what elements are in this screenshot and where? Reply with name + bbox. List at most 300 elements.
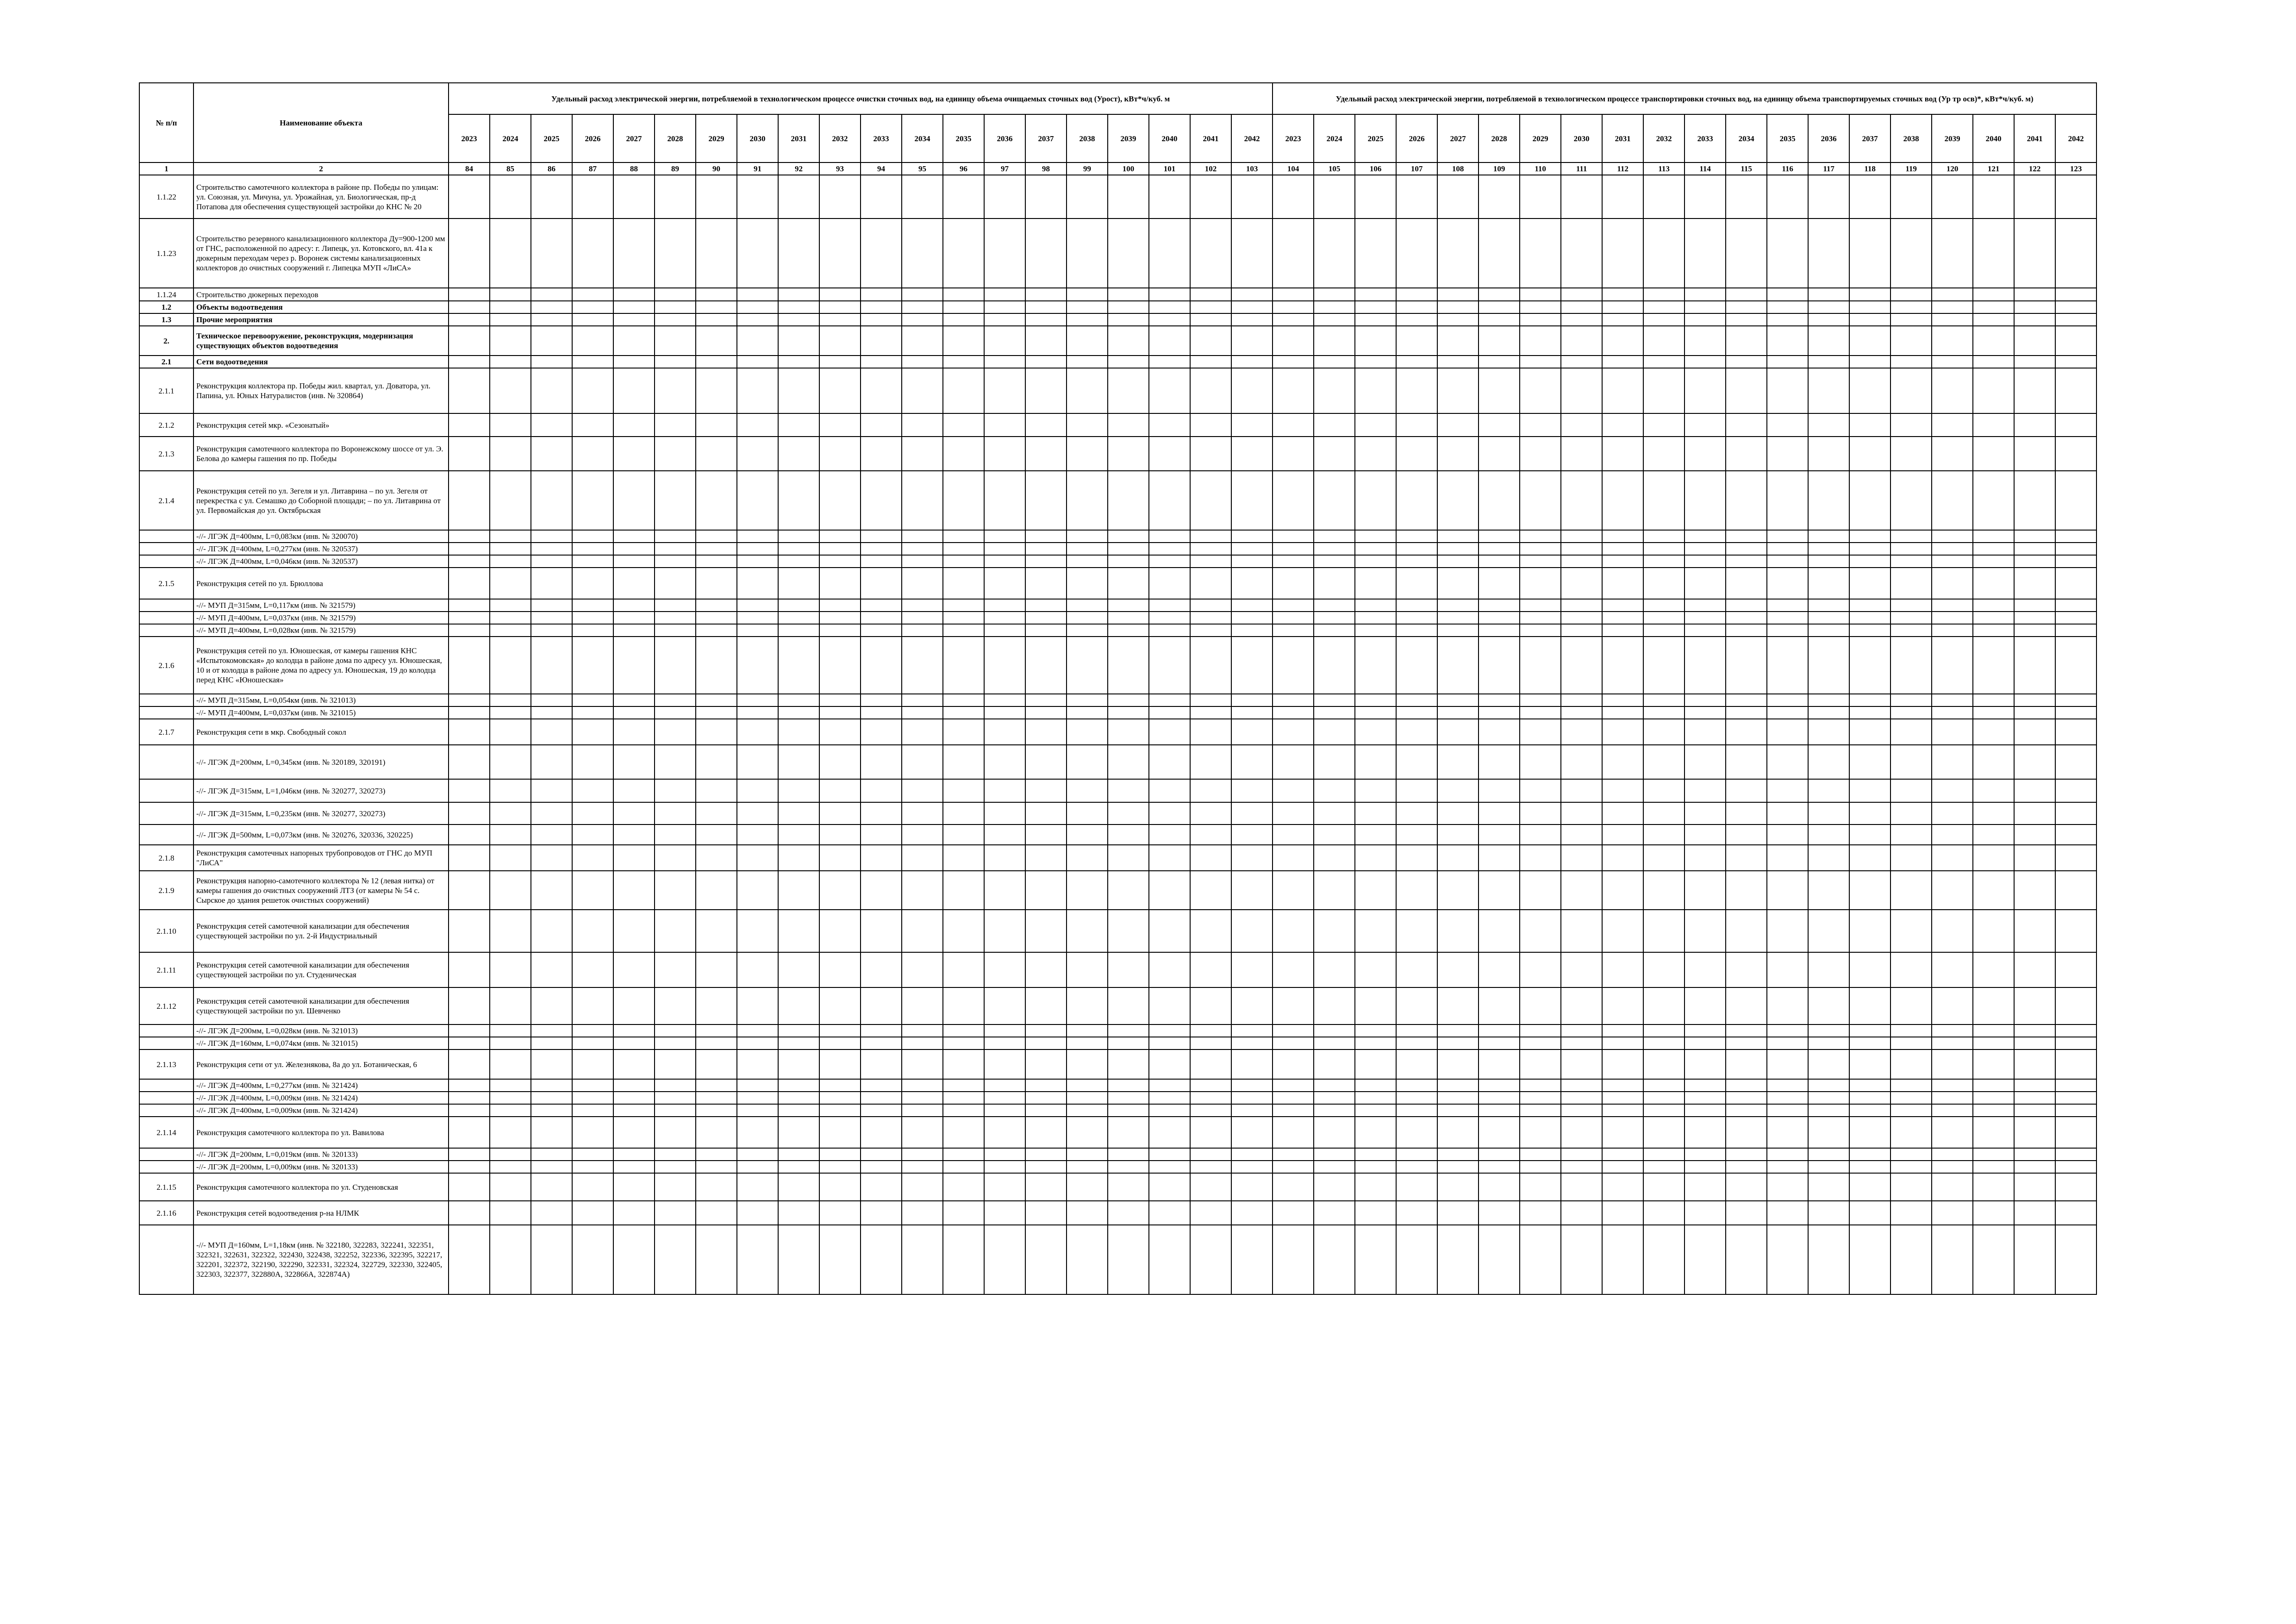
value-cell <box>1437 802 1479 824</box>
value-cell <box>1520 1148 1561 1161</box>
value-cell <box>2055 1117 2096 1148</box>
value-cell <box>861 871 902 910</box>
group2-year-header: 2040 <box>1973 114 2014 162</box>
value-cell <box>2014 1148 2055 1161</box>
value-cell <box>1025 175 1067 219</box>
value-cell <box>2014 1117 2055 1148</box>
group2-year-header: 2036 <box>1808 114 1849 162</box>
value-cell <box>2014 1024 2055 1037</box>
value-cell <box>1767 301 1808 313</box>
value-cell <box>819 952 861 987</box>
value-cell <box>2014 1161 2055 1173</box>
value-cell <box>1808 1117 1849 1148</box>
value-cell <box>1396 637 1437 694</box>
value-cell <box>943 1037 984 1049</box>
value-cell <box>655 175 696 219</box>
value-cell <box>1067 952 1108 987</box>
value-cell <box>2014 599 2055 612</box>
value-cell <box>1520 543 1561 555</box>
group2-year-header: 2023 <box>1273 114 1314 162</box>
value-cell <box>1561 824 1602 845</box>
value-cell <box>1273 599 1314 612</box>
value-cell <box>943 471 984 530</box>
value-cell <box>1437 1079 1479 1092</box>
table-row <box>139 637 2096 694</box>
value-cell <box>984 637 1025 694</box>
value-cell <box>861 471 902 530</box>
value-cell <box>943 555 984 568</box>
value-cell <box>1437 1173 1479 1201</box>
value-cell <box>1067 719 1108 745</box>
value-cell <box>1520 824 1561 845</box>
value-cell <box>490 326 531 356</box>
value-cell <box>1314 824 1355 845</box>
value-cell <box>1808 471 1849 530</box>
value-cell <box>613 1049 655 1079</box>
value-cell <box>1149 952 1190 987</box>
value-cell <box>613 326 655 356</box>
value-cell <box>819 987 861 1024</box>
value-cell <box>737 694 778 706</box>
column-index: 109 <box>1479 162 1520 175</box>
column-index: 116 <box>1767 162 1808 175</box>
value-cell <box>778 910 819 952</box>
value-cell <box>1190 413 1231 437</box>
value-cell <box>861 555 902 568</box>
value-cell <box>1890 745 1932 779</box>
value-cell <box>1149 555 1190 568</box>
value-cell <box>861 437 902 471</box>
value-cell <box>902 175 943 219</box>
value-cell <box>696 1161 737 1173</box>
table-row <box>139 987 2096 1024</box>
value-cell <box>1437 1117 1479 1148</box>
value-cell <box>943 413 984 437</box>
value-cell <box>1479 1104 1520 1117</box>
value-cell <box>1890 952 1932 987</box>
value-cell <box>655 845 696 871</box>
value-cell <box>1396 624 1437 637</box>
value-cell <box>531 413 572 437</box>
value-cell <box>1520 301 1561 313</box>
value-cell <box>1890 1079 1932 1092</box>
value-cell <box>1520 326 1561 356</box>
row-number: 2.1.15 <box>139 1173 193 1201</box>
value-cell <box>2014 543 2055 555</box>
value-cell <box>2055 413 2096 437</box>
value-cell <box>1355 706 1396 719</box>
value-cell <box>1314 1024 1355 1037</box>
object-name: -//- ЛГЭК Д=200мм, L=0,019км (инв. № 320133) <box>193 1148 449 1161</box>
value-cell <box>1685 599 1726 612</box>
value-cell <box>1685 1079 1726 1092</box>
value-cell <box>1273 288 1314 301</box>
value-cell <box>1973 612 2014 624</box>
value-cell <box>1273 824 1314 845</box>
value-cell <box>1643 1173 1685 1201</box>
value-cell <box>984 612 1025 624</box>
value-cell <box>1314 1225 1355 1294</box>
value-cell <box>1479 779 1520 802</box>
value-cell <box>1973 1079 2014 1092</box>
value-cell <box>1890 612 1932 624</box>
value-cell <box>861 368 902 413</box>
value-cell <box>655 301 696 313</box>
value-cell <box>1973 779 2014 802</box>
value-cell <box>2055 987 2096 1024</box>
value-cell <box>655 326 696 356</box>
value-cell <box>737 1161 778 1173</box>
value-cell <box>1396 1117 1437 1148</box>
value-cell <box>449 1079 490 1092</box>
value-cell <box>861 719 902 745</box>
value-cell <box>737 543 778 555</box>
value-cell <box>1190 1079 1231 1092</box>
value-cell <box>1396 313 1437 326</box>
value-cell <box>819 910 861 952</box>
value-cell <box>1932 871 1973 910</box>
column-index: 88 <box>613 162 655 175</box>
value-cell <box>1561 599 1602 612</box>
value-cell <box>1479 802 1520 824</box>
object-name: Реконструкция сетей по ул. Юношеская, от камеры гашения КНС «Испытокомовская» до колодца в районе дома по адресу ул. Юношеская, 10 и от колодца в районе дома по адресу ул. Юношеская, 19 до колодца перед КНС «Юношеская» <box>193 637 449 694</box>
value-cell <box>572 952 613 987</box>
value-cell <box>778 175 819 219</box>
value-cell <box>572 637 613 694</box>
value-cell <box>1314 1092 1355 1104</box>
value-cell <box>1190 1024 1231 1037</box>
value-cell <box>655 1148 696 1161</box>
value-cell <box>655 437 696 471</box>
value-cell <box>1561 910 1602 952</box>
value-cell <box>1314 301 1355 313</box>
value-cell <box>943 356 984 368</box>
value-cell <box>1149 910 1190 952</box>
value-cell <box>984 288 1025 301</box>
value-cell <box>1561 719 1602 745</box>
group2-year-header: 2030 <box>1561 114 1602 162</box>
object-name: -//- ЛГЭК Д=315мм, L=0,235км (инв. № 320277, 320273) <box>193 802 449 824</box>
object-name: -//- ЛГЭК Д=200мм, L=0,028км (инв. № 321013) <box>193 1024 449 1037</box>
row-number: 2.1.6 <box>139 637 193 694</box>
value-cell <box>1602 555 1643 568</box>
value-cell <box>613 413 655 437</box>
value-cell <box>1273 1092 1314 1104</box>
value-cell <box>2014 745 2055 779</box>
value-cell <box>1067 368 1108 413</box>
column-index: 1 <box>139 162 193 175</box>
value-cell <box>778 612 819 624</box>
value-cell <box>1520 368 1561 413</box>
value-cell <box>1808 1225 1849 1294</box>
table-row <box>139 413 2096 437</box>
value-cell <box>1067 568 1108 599</box>
value-cell <box>2055 368 2096 413</box>
value-cell <box>572 824 613 845</box>
value-cell <box>1314 543 1355 555</box>
value-cell <box>1231 175 1273 219</box>
value-cell <box>737 824 778 845</box>
value-cell <box>1149 624 1190 637</box>
value-cell <box>737 719 778 745</box>
value-cell <box>1067 1161 1108 1173</box>
value-cell <box>943 987 984 1024</box>
value-cell <box>1067 871 1108 910</box>
object-name: -//- ЛГЭК Д=160мм, L=0,074км (инв. № 321015) <box>193 1037 449 1049</box>
value-cell <box>490 779 531 802</box>
value-cell <box>1561 1201 1602 1225</box>
value-cell <box>1108 987 1149 1024</box>
column-index: 111 <box>1561 162 1602 175</box>
value-cell <box>1273 543 1314 555</box>
value-cell <box>984 301 1025 313</box>
column-index: 119 <box>1890 162 1932 175</box>
value-cell <box>1767 1092 1808 1104</box>
value-cell <box>1231 802 1273 824</box>
value-cell <box>1890 706 1932 719</box>
value-cell <box>819 1173 861 1201</box>
value-cell <box>1685 219 1726 288</box>
value-cell <box>778 779 819 802</box>
value-cell <box>1932 987 1973 1024</box>
value-cell <box>819 719 861 745</box>
value-cell <box>1067 637 1108 694</box>
value-cell <box>1437 624 1479 637</box>
value-cell <box>984 845 1025 871</box>
value-cell <box>943 802 984 824</box>
value-cell <box>1067 824 1108 845</box>
value-cell <box>1437 1092 1479 1104</box>
value-cell <box>984 1104 1025 1117</box>
value-cell <box>1108 694 1149 706</box>
value-cell <box>737 555 778 568</box>
value-cell <box>861 987 902 1024</box>
value-cell <box>1067 1225 1108 1294</box>
value-cell <box>1849 437 1890 471</box>
value-cell <box>943 313 984 326</box>
value-cell <box>696 694 737 706</box>
value-cell <box>449 952 490 987</box>
document-sheet <box>139 82 2096 1295</box>
value-cell <box>1273 910 1314 952</box>
value-cell <box>819 1079 861 1092</box>
value-cell <box>655 368 696 413</box>
value-cell <box>1355 1225 1396 1294</box>
object-name: -//- МУП Д=400мм, L=0,037км (инв. № 321015) <box>193 706 449 719</box>
value-cell <box>984 1049 1025 1079</box>
value-cell <box>819 368 861 413</box>
column-index: 92 <box>778 162 819 175</box>
value-cell <box>2055 356 2096 368</box>
value-cell <box>943 1225 984 1294</box>
object-name: Реконструкция сети от ул. Железнякова, 8а до ул. Ботаническая, 6 <box>193 1049 449 1079</box>
value-cell <box>737 745 778 779</box>
value-cell <box>1273 802 1314 824</box>
value-cell <box>1231 637 1273 694</box>
value-cell <box>1437 356 1479 368</box>
value-cell <box>1767 1049 1808 1079</box>
value-cell <box>778 568 819 599</box>
value-cell <box>1520 175 1561 219</box>
value-cell <box>902 1173 943 1201</box>
value-cell <box>1643 288 1685 301</box>
value-cell <box>655 1092 696 1104</box>
value-cell <box>1190 1148 1231 1161</box>
value-cell <box>531 288 572 301</box>
value-cell <box>1767 219 1808 288</box>
value-cell <box>819 301 861 313</box>
value-cell <box>1890 987 1932 1024</box>
value-cell <box>1849 1148 1890 1161</box>
object-name: -//- ЛГЭК Д=400мм, L=0,277км (инв. № 320537) <box>193 543 449 555</box>
value-cell <box>778 555 819 568</box>
value-cell <box>613 706 655 719</box>
value-cell <box>2014 530 2055 543</box>
row-number <box>139 1092 193 1104</box>
value-cell <box>737 952 778 987</box>
table-row <box>139 952 2096 987</box>
value-cell <box>1767 624 1808 637</box>
value-cell <box>1314 706 1355 719</box>
value-cell <box>572 1104 613 1117</box>
value-cell <box>531 824 572 845</box>
row-number: 2.1.12 <box>139 987 193 1024</box>
value-cell <box>1520 471 1561 530</box>
value-cell <box>1561 845 1602 871</box>
value-cell <box>737 368 778 413</box>
value-cell <box>1149 1173 1190 1201</box>
value-cell <box>1973 175 2014 219</box>
value-cell <box>1561 637 1602 694</box>
value-cell <box>1685 1201 1726 1225</box>
value-cell <box>531 745 572 779</box>
value-cell <box>778 1104 819 1117</box>
value-cell <box>1602 824 1643 845</box>
value-cell <box>1479 1225 1520 1294</box>
value-cell <box>1726 824 1767 845</box>
value-cell <box>1355 288 1396 301</box>
value-cell <box>531 530 572 543</box>
value-cell <box>1067 413 1108 437</box>
value-cell <box>1149 1117 1190 1148</box>
value-cell <box>1067 530 1108 543</box>
value-cell <box>1231 413 1273 437</box>
value-cell <box>943 706 984 719</box>
value-cell <box>696 599 737 612</box>
row-number <box>139 694 193 706</box>
value-cell <box>1479 637 1520 694</box>
value-cell <box>861 530 902 543</box>
value-cell <box>1973 1173 2014 1201</box>
value-cell <box>2014 1037 2055 1049</box>
table-row <box>139 1117 2096 1148</box>
value-cell <box>861 612 902 624</box>
value-cell <box>1314 910 1355 952</box>
value-cell <box>1808 413 1849 437</box>
value-cell <box>1767 910 1808 952</box>
value-cell <box>696 1104 737 1117</box>
object-name: -//- ЛГЭК Д=315мм, L=1,046км (инв. № 320277, 320273) <box>193 779 449 802</box>
value-cell <box>984 706 1025 719</box>
value-cell <box>1973 301 2014 313</box>
value-cell <box>613 1104 655 1117</box>
object-name: Реконструкция самотечного коллектора по ул. Вавилова <box>193 1117 449 1148</box>
value-cell <box>778 437 819 471</box>
value-cell <box>984 952 1025 987</box>
value-cell <box>449 530 490 543</box>
value-cell <box>1932 555 1973 568</box>
value-cell <box>778 356 819 368</box>
value-cell <box>490 1173 531 1201</box>
value-cell <box>1808 1201 1849 1225</box>
value-cell <box>1685 952 1726 987</box>
value-cell <box>778 1201 819 1225</box>
value-cell <box>1437 779 1479 802</box>
value-cell <box>1437 1037 1479 1049</box>
value-cell <box>2055 288 2096 301</box>
value-cell <box>1479 719 1520 745</box>
table-row <box>139 802 2096 824</box>
value-cell <box>1726 530 1767 543</box>
value-cell <box>2055 568 2096 599</box>
value-cell <box>778 1049 819 1079</box>
value-cell <box>1685 871 1726 910</box>
row-number: 2.1.16 <box>139 1201 193 1225</box>
value-cell <box>1643 1225 1685 1294</box>
value-cell <box>1932 802 1973 824</box>
value-cell <box>1808 745 1849 779</box>
value-cell <box>1890 568 1932 599</box>
group2-year-header: 2041 <box>2014 114 2055 162</box>
value-cell <box>1643 1201 1685 1225</box>
value-cell <box>984 543 1025 555</box>
value-cell <box>1973 530 2014 543</box>
value-cell <box>1602 1092 1643 1104</box>
table-row <box>139 1079 2096 1092</box>
value-cell <box>1190 599 1231 612</box>
row-number <box>139 543 193 555</box>
value-cell <box>490 313 531 326</box>
value-cell <box>1726 706 1767 719</box>
value-cell <box>490 437 531 471</box>
value-cell <box>984 437 1025 471</box>
value-cell <box>1149 356 1190 368</box>
value-cell <box>1190 530 1231 543</box>
value-cell <box>1479 368 1520 413</box>
value-cell <box>531 599 572 612</box>
value-cell <box>2055 624 2096 637</box>
object-name: Реконструкция сети в мкр. Свободный сокол <box>193 719 449 745</box>
value-cell <box>1108 471 1149 530</box>
value-cell <box>1726 1049 1767 1079</box>
value-cell <box>613 437 655 471</box>
value-cell <box>572 1201 613 1225</box>
value-cell <box>1808 175 1849 219</box>
value-cell <box>943 824 984 845</box>
value-cell <box>778 745 819 779</box>
value-cell <box>449 313 490 326</box>
value-cell <box>1685 288 1726 301</box>
value-cell <box>737 1037 778 1049</box>
value-cell <box>1808 1161 1849 1173</box>
value-cell <box>531 326 572 356</box>
value-cell <box>1520 745 1561 779</box>
value-cell <box>984 624 1025 637</box>
value-cell <box>1932 845 1973 871</box>
value-cell <box>613 745 655 779</box>
value-cell <box>1890 437 1932 471</box>
value-cell <box>1231 301 1273 313</box>
